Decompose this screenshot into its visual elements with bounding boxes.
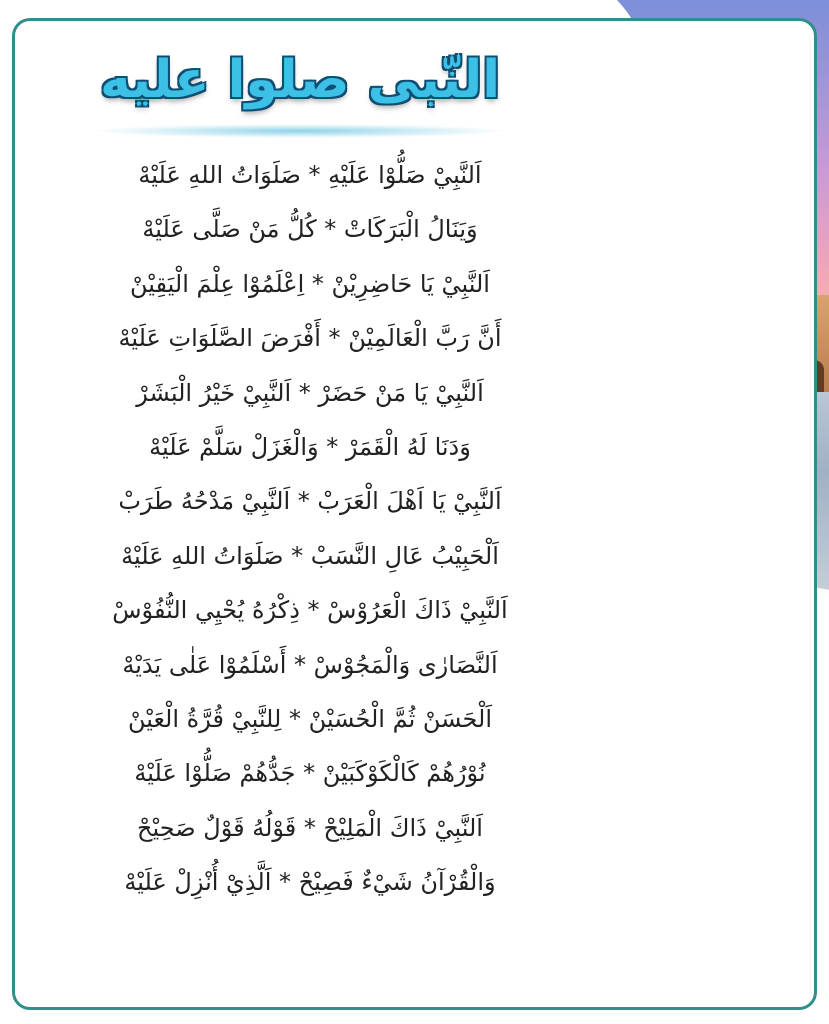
verse-line: اَلنَّبِيْ يَا اَهْلَ الْعَرَبْ * اَلنَّبِيْ مَدْحُهُ طَرَبْ [118,487,502,516]
verse-line: أَنَّ رَبَّ الْعَالَمِيْنْ * أَفْرَضَ الصَّلَوَاتِ عَلَيْهْ [118,324,502,353]
verse-line: اَلْحَبِيْبُ عَالِ النَّسَبْ * صَلَوَاتُ اللهِ عَلَيْهْ [121,541,499,570]
verse-line: وَيَنَالُ الْبَرَكَاتْ * كُلُّ مَنْ صَلَّى عَلَيْهْ [142,215,478,244]
verse-line: نُوْرُهُمْ كَالْكَوْكَبَيْنْ * جَدُّهُمْ صَلُّوْا عَلَيْهْ [134,759,486,788]
verse-line: وَالْقُرْآنُ شَيْءٌ فَصِيْحْ * اَلَّذِيْ أُنْزِلْ عَلَيْهْ [124,868,496,897]
verse-line: اَلنَّبِيْ صَلُّوْا عَلَيْهِ * صَلَوَاتُ اللهِ عَلَيْهْ [138,161,482,189]
verse-line: اَلْحَسَنْ ثُمَّ الْحُسَيْنْ * لِلنَّبِيْ قُرَّةُ الْعَيْنْ [127,704,493,733]
poem-verses [110,148,510,909]
page-title: النّبى صلوا عليه [99,50,501,110]
title-underglow [90,124,510,138]
verse-line: اَلنَّبِيْ ذَاكَ الْعَرُوْسْ * ذِكْرُهُ يُحْيِي النُّفُوْسْ [112,596,508,625]
verse-line: اَلنَّبِيْ ذَاكَ الْمَلِيْحْ * قَوْلُهُ قَوْلٌ صَحِيْحْ [137,813,483,842]
title-banner [90,32,510,140]
verse-line: اَلنَّبِيْ يَا حَاضِرِيْنْ * اِعْلَمُوْا عِلْمَ الْيَقِيْنْ [130,269,490,298]
verse-line: اَلنَّبِيْ يَا مَنْ حَضَرْ * اَلنَّبِيْ خَيْرُ الْبَشَرْ [136,378,484,407]
verse-line: وَدَنَا لَهُ الْقَمَرْ * وَالْغَزَلْ سَلَّمْ عَلَيْهْ [149,432,471,461]
verse-line: اَلنَّصَارٰى وَالْمَجُوْسْ * أَسْلَمُوْا عَلٰى يَدَيْهْ [122,650,498,679]
